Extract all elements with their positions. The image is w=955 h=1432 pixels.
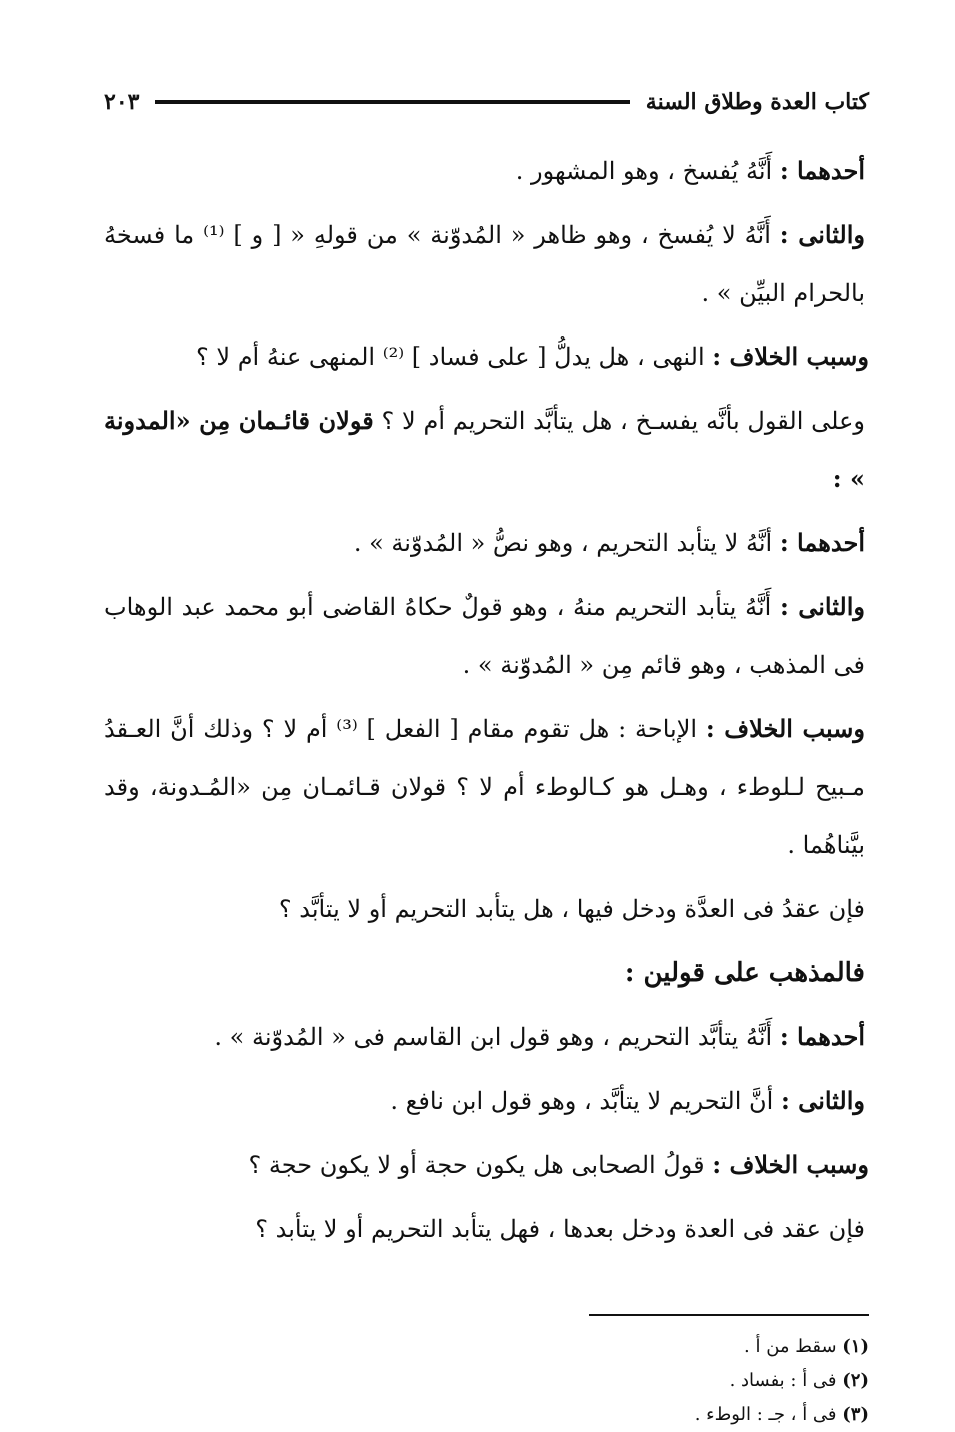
paragraph-text: الإباحة : هل تقوم مقام [ الفعل ] ⁽³⁾ أم لا ؟ وذلك أنَّ العـقدُ مـبيح لـلوطء ، وهـل هو كـالوطء أم لا ؟ قولان قـائمـان مِن «المُـدونة، وقد بيَّناهُما . xyxy=(104,715,866,859)
paragraph-text: أَنَّهُ يتأبد التحريم منهُ ، وهو قولٌ حكاهُ القاضى أبو محمد عبد الوهاب فى المذهب ، وهو قائم مِن « المُدوّنة » . xyxy=(104,593,865,679)
footnote-number: (١) xyxy=(842,1336,869,1357)
paragraph xyxy=(104,1072,869,1130)
paragraph-text: أَنَّهُ لا يُفسخ ، وهو ظاهر « المُدوّنة » من قولهِ « [ و ] ⁽¹⁾ ما فسخهُ بالحرام البيِّن » . xyxy=(104,221,865,307)
paragraph xyxy=(104,514,869,572)
paragraph xyxy=(104,578,869,694)
paragraph-lead: وسبب الخلاف : xyxy=(705,714,865,743)
paragraph-lead: أحدهما : xyxy=(779,156,865,185)
footnote-number: (٣) xyxy=(842,1404,869,1425)
paragraph-lead: والثانى : xyxy=(779,592,865,621)
footnote-rule xyxy=(589,1314,869,1316)
paragraph-text: أنَّهُ لا يتأبد التحريم ، وهو نصُّ « المُدوّنة » . xyxy=(353,529,780,557)
footnote-text: سقط من أ . xyxy=(744,1336,843,1357)
paragraph-text: وعلى القول بأنَّه يفسـخ ، هل يتأبَّد التحريم أم لا ؟ xyxy=(373,407,865,435)
paragraph-lead: أحدهما : xyxy=(779,1022,865,1051)
paragraph-text: قولُ الصحابى هل يكون حجة أو لا يكون حجة ؟ xyxy=(248,1151,713,1179)
paragraph-lead: وسبب الخلاف : xyxy=(712,1150,869,1179)
header-rule xyxy=(155,100,629,104)
footnote xyxy=(104,1364,869,1398)
paragraph-text: أنَّ التحريم لا يتأبَّد ، وهو قول ابن نافع . xyxy=(390,1087,781,1115)
paragraph xyxy=(104,880,869,938)
footnotes xyxy=(104,1330,869,1432)
paragraph-lead: أحدهما : xyxy=(779,528,865,557)
paragraph-text: فإن عقد فى العدة ودخل بعدها ، فهل يتأبد التحريم أو لا يتأبد ؟ xyxy=(255,1215,865,1243)
footnote-number: (٢) xyxy=(842,1370,869,1391)
running-head xyxy=(104,80,869,124)
paragraph xyxy=(104,1136,869,1194)
paragraph-lead: والثانى : xyxy=(780,1086,865,1115)
paragraph-bold-tail: قولان قائـمان مِن «المدونة » : xyxy=(104,406,865,493)
paragraph-text: أَنَّهُ يُفسخ ، وهو المشهور . xyxy=(515,157,780,185)
footnote-text: فى أ ، جـ : الوطء . xyxy=(694,1404,843,1425)
paragraph xyxy=(104,1008,869,1066)
section-heading: فالمذهب على قولين : xyxy=(624,958,865,988)
paragraph xyxy=(104,392,869,508)
paragraph xyxy=(104,206,869,322)
chapter-title: كتاب العدة وطلاق السنة xyxy=(645,89,869,115)
footnote-text: فى أ : بفساد . xyxy=(729,1370,843,1391)
page-number: ٢٠٣ xyxy=(104,89,140,115)
paragraph xyxy=(104,700,869,874)
paragraph-text: أَنَّهُ يتأبَّد التحريم ، وهو قول ابن القاسم فى « المُدوّنة » . xyxy=(214,1023,780,1051)
paragraph-text: فإن عقدُ فى العدَّة ودخل فيها ، هل يتأبد التحريم أو لا يتأبَّد ؟ xyxy=(278,895,865,923)
paragraph xyxy=(104,1200,869,1258)
footnote xyxy=(104,1330,869,1364)
page-body xyxy=(104,142,869,1258)
paragraph xyxy=(104,142,869,200)
paragraph-lead: وسبب الخلاف : xyxy=(712,342,869,371)
paragraph-lead: والثانى : xyxy=(779,220,866,249)
paragraph xyxy=(104,328,869,386)
paragraph-text: النهى ، هل يدلُّ [ على فساد ] ⁽²⁾ المنهى عنهُ أم لا ؟ xyxy=(196,343,713,371)
footnote xyxy=(104,1398,869,1432)
